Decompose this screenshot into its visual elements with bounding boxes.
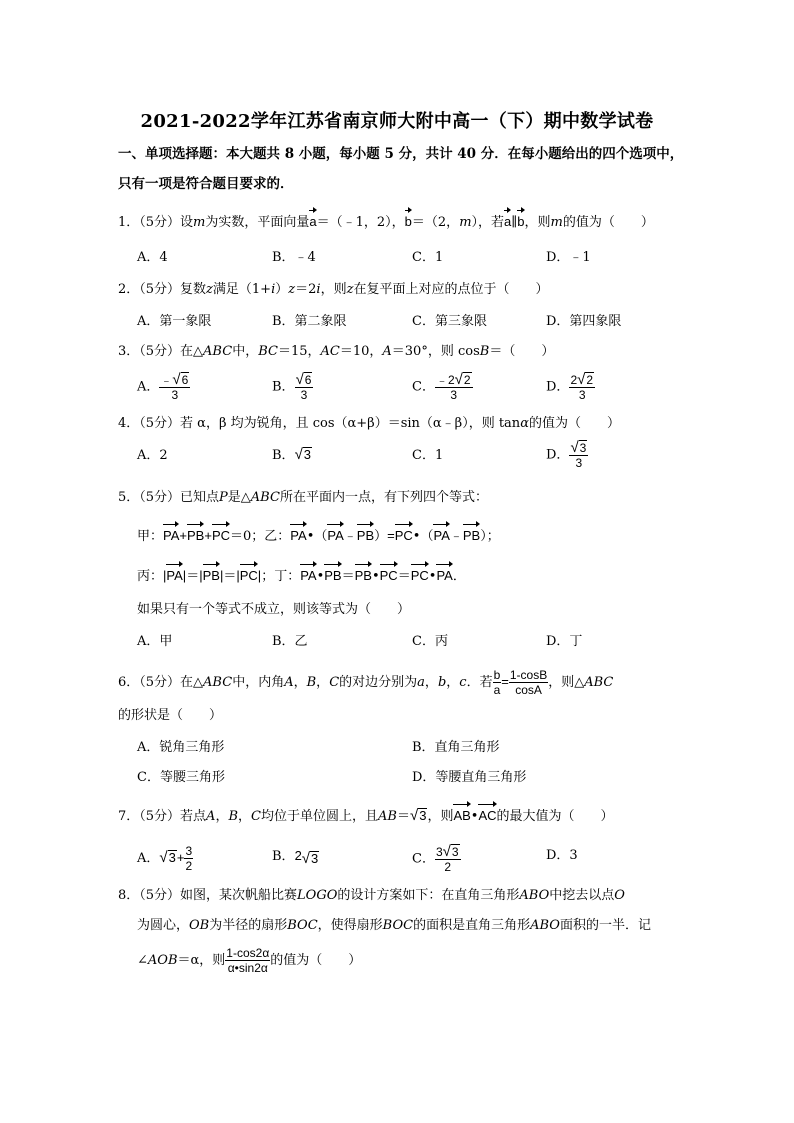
- q3-option-c[interactable]: C． ﹣ 2 √ 2 3: [412, 371, 471, 402]
- q5-prompt: 如果只有一个等式不成立，则该等式为（ ）: [137, 602, 411, 617]
- q2-option-b[interactable]: B．第二象限: [272, 314, 347, 329]
- question-7: 7．（5分）若点A，B，C均位于单位圆上，且AB＝ √ 3 ，则AB•AC的最大值为（ ）: [118, 807, 614, 824]
- q5-option-c[interactable]: C．丙: [412, 634, 448, 649]
- vector-a: a: [309, 212, 316, 232]
- q5-equations-bing-ding: 丙：|PA|＝|PB|＝|PC|；丁：PA•PB＝PB•PC＝PC•PA．: [137, 568, 466, 584]
- question-3: 3．（5分）在△ABC中，BC＝15，AC＝10，A＝30°，则 cosB＝（ ）: [118, 344, 555, 359]
- question-1: 1．（5分）设m为实数，平面向量a＝（﹣1，2），b＝（2，m），若a∥b，则m的值为（ ）: [118, 214, 654, 230]
- q7-option-c[interactable]: C． 3 √ 3 2: [412, 843, 459, 874]
- section-heading-line2: 只有一项是符合题目要求的．: [118, 176, 294, 192]
- q3-option-d[interactable]: D． 2 √ 2 3: [546, 371, 594, 402]
- q7-option-d[interactable]: D．3: [546, 848, 578, 863]
- q4-option-d[interactable]: D． √ 3 3: [546, 439, 587, 470]
- q6-option-c[interactable]: C．等腰三角形: [137, 770, 225, 785]
- q1-option-d[interactable]: D．﹣1: [546, 250, 591, 265]
- q5-option-b[interactable]: B．乙: [272, 634, 308, 649]
- q7-option-b[interactable]: B． 2 √ 3: [272, 848, 319, 867]
- q5-option-a[interactable]: A．甲: [137, 634, 173, 649]
- q2-option-c[interactable]: C．第三象限: [412, 314, 487, 329]
- q2-option-a[interactable]: A．第一象限: [137, 314, 212, 329]
- q8-line2: 为圆心，OB为半径的扇形BOC，使得扇形BOC的面积是直角三角形ABO面积的一半．记: [137, 918, 651, 933]
- question-6: 6．（5分）在△ABC中，内角A，B，C的对边分别为a，b，c．若 $\frac{b}{a}$ = $\frac{1-\cos B}{\cos A}$ ，则△ABC: [118, 668, 614, 697]
- q5-equations-jia-yi: 甲：PA+PB+PC＝0；乙：PA•（PA﹣PB）=PC•（PA﹣PB）；: [137, 528, 500, 544]
- q8-line3: ∠AOB＝α，则 $\frac{1-\cos 2\alpha}{\alpha•\sin 2\alpha}$ 的值为（ ）: [137, 946, 362, 975]
- q3-option-a[interactable]: A． ﹣ √ 6 3: [137, 371, 189, 402]
- q2-option-d[interactable]: D．第四象限: [546, 314, 622, 329]
- question-5: 5．（5分）已知点P是△ABC所在平面内一点，有下列四个等式：: [118, 490, 488, 505]
- q6-option-b[interactable]: B．直角三角形: [412, 740, 500, 755]
- q6-option-d[interactable]: D．等腰直角三角形: [412, 770, 527, 785]
- q1-option-b[interactable]: B．﹣4: [272, 250, 316, 265]
- q1-option-c[interactable]: C．1: [412, 250, 444, 265]
- question-8: 8．（5分）如图，某次帆船比赛LOGO的设计方案如下：在直角三角形ABO中挖去以点O: [118, 888, 625, 903]
- q5-option-d[interactable]: D．丁: [546, 634, 583, 649]
- section-heading-line1: 一、单项选择题：本大题共 8 小题，每小题 5 分，共计 40 分．在每小题给出的四个选项中，: [118, 146, 684, 162]
- q6-option-a[interactable]: A．锐角三角形: [137, 740, 225, 755]
- question-2: 2．（5分）复数z满足（1+i）z＝2i，则z在复平面上对应的点位于（ ）: [118, 282, 549, 297]
- q1-option-a[interactable]: A．4: [137, 250, 168, 265]
- q7-option-a[interactable]: A． √ 3 + $\frac{3}{2}$: [137, 844, 193, 873]
- q6-line2: 的形状是（ ）: [118, 708, 223, 723]
- vector-b: b: [405, 212, 412, 232]
- q4-option-a[interactable]: A．2: [137, 448, 168, 463]
- exam-title: 2021-2022学年江苏省南京师大附中高一（下）期中数学试卷: [140, 111, 654, 132]
- q3-option-b[interactable]: B． √ 6 3: [272, 371, 312, 402]
- question-4: 4．（5分）若 α，β 均为锐角，且 cos（α+β）＝sin（α﹣β），则 tanα的值为（ ）: [118, 416, 620, 431]
- q4-option-c[interactable]: C．1: [412, 448, 444, 463]
- q4-option-b[interactable]: B． √ 3: [272, 446, 312, 463]
